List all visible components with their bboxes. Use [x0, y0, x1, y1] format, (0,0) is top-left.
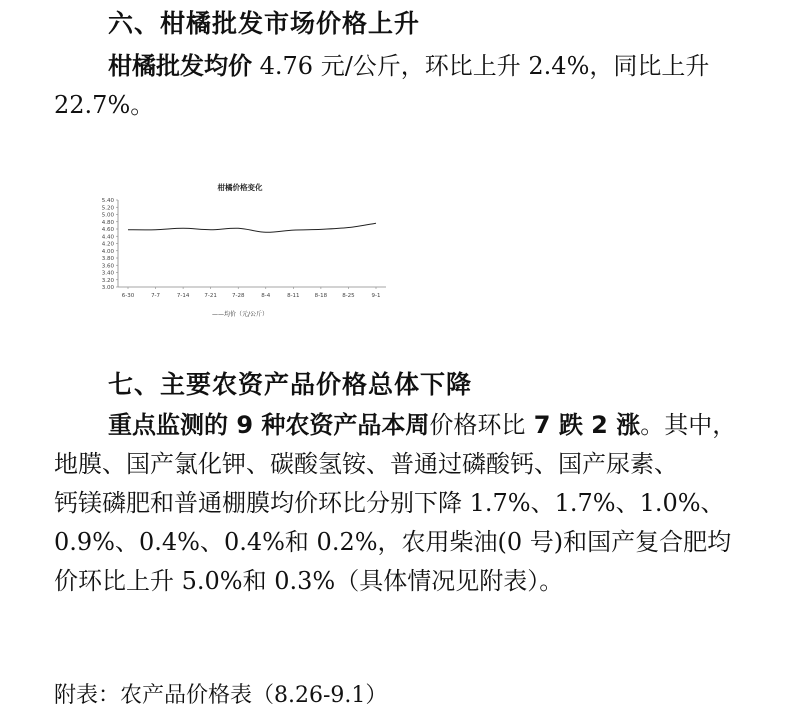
- y-tick-label: 4.40: [101, 234, 114, 241]
- section-7-line-1-tail: 。其中，: [640, 411, 737, 439]
- section-7-line-4: 0.9%、0.4%、0.4%和 0.2%，农用柴油(0 号)和国产复合肥均: [54, 528, 732, 556]
- section-6-heading: 六、柑橘批发市场价格上升: [108, 9, 421, 38]
- x-tick-label: 8-11: [287, 293, 300, 299]
- x-tick-label: 8-25: [342, 293, 355, 299]
- section-7-line-3: 钙镁磷肥和普通棚膜均价环比分别下降 1.7%、1.7%、1.0%、: [54, 489, 725, 517]
- citrus-price-chart: [80, 178, 398, 322]
- y-tick-label: 3.20: [101, 277, 114, 284]
- section-7-line-1-counts: 7 跌 2 涨: [525, 411, 641, 439]
- chart-svg: [80, 178, 398, 322]
- section-6-lead: 柑橘批发均价: [108, 52, 252, 80]
- series-line: [128, 223, 376, 232]
- chart-series: [128, 223, 376, 232]
- x-tick-label: 9-1: [371, 293, 381, 299]
- section-6-paragraph: [54, 47, 754, 125]
- x-tick-label: 7-21: [204, 293, 217, 299]
- y-tick-label: 4.00: [101, 248, 114, 255]
- x-tick-label: 7-28: [231, 293, 245, 299]
- section-7-lead: 重点监测的 9 种农资产品本周: [108, 411, 430, 439]
- section-7-line-1: [54, 406, 754, 445]
- x-tick-label: 8-4: [261, 293, 271, 299]
- y-tick-label: 5.40: [101, 198, 114, 204]
- section-7-line-1-mid: 价格环比: [429, 411, 526, 439]
- y-tick-label: 4.80: [101, 219, 114, 226]
- y-tick-label: 4.60: [101, 227, 114, 233]
- y-tick-label: 4.20: [101, 241, 114, 248]
- y-axis-ticks: [102, 198, 118, 291]
- chart-axes: [118, 200, 386, 287]
- x-tick-label: 8-18: [314, 293, 328, 299]
- x-axis-ticks: [122, 287, 381, 299]
- section-6-line-1: [54, 47, 754, 86]
- y-tick-label: 5.20: [101, 205, 114, 212]
- section-6-line-1-text: 4.76 元/公斤，环比上升 2.4%，同比上升: [252, 52, 710, 80]
- y-tick-label: 5.00: [101, 212, 114, 219]
- x-tick-label: 7-14: [176, 293, 190, 299]
- x-tick-label: 7-7: [151, 293, 161, 299]
- appendix-caption: 附表：农产品价格表（8.26-9.1）: [54, 683, 388, 708]
- y-tick-label: 3.80: [101, 256, 114, 262]
- section-7-line-5: 价环比上升 5.0%和 0.3%（具体情况见附表）。: [54, 567, 564, 595]
- section-7-paragraph: [54, 406, 754, 601]
- chart-title: 柑橘价格变化: [217, 183, 263, 192]
- section-7-line-2: 地膜、国产氯化钾、碳酸氢铵、普通过磷酸钙、国产尿素、: [54, 450, 678, 478]
- x-tick-label: 6-30: [121, 293, 135, 299]
- section-7-heading: 七、主要农资产品价格总体下降: [108, 370, 473, 399]
- section-6-line-2: 22.7%。: [54, 91, 155, 119]
- y-tick-label: 3.00: [101, 285, 114, 291]
- chart-legend: ——均价（元/公斤）: [211, 311, 269, 318]
- y-tick-label: 3.60: [101, 263, 114, 270]
- y-tick-label: 3.40: [101, 270, 114, 277]
